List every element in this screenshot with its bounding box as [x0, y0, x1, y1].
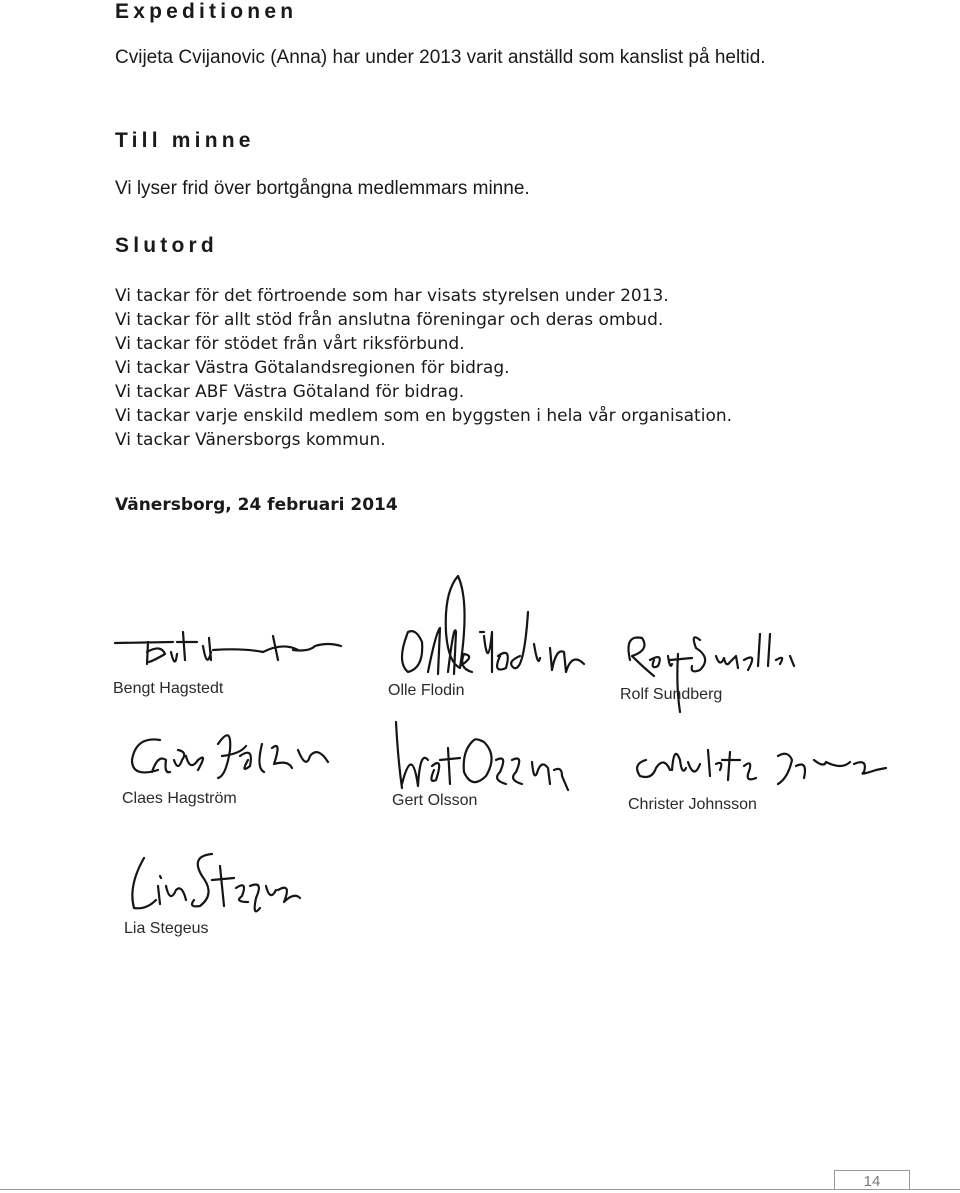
section-heading-expeditionen: Expeditionen [115, 0, 298, 23]
signatory-name: Claes Hagström [122, 790, 237, 807]
handwritten-signature [620, 626, 800, 686]
footer-rule [0, 1189, 960, 1190]
thanks-line: Vi tackar Västra Götalandsregionen för bidrag. [115, 358, 510, 378]
signature-block [620, 626, 800, 704]
signatory-name: Gert Olsson [392, 792, 478, 809]
signatory-name: Bengt Hagstedt [113, 680, 224, 697]
signature-block [388, 572, 588, 700]
section-heading-slutord: Slutord [115, 234, 218, 257]
thanks-line: Vi tackar varje enskild medlem som en byggsten i hela vår organisation. [115, 406, 733, 426]
handwritten-signature [392, 720, 578, 792]
signatory-name: Christer Johnsson [628, 796, 757, 813]
section-body-till-minne: Vi lyser frid över bortgångna medlemmars minne. [115, 178, 530, 199]
handwritten-signature [628, 740, 890, 794]
handwritten-signature [113, 630, 343, 680]
signature-block [628, 740, 890, 814]
signatory-name: Lia Stegeus [124, 920, 209, 937]
thanks-line: Vi tackar för allt stöd från anslutna föreningar och deras ombud. [115, 310, 664, 330]
page-number: 14 [834, 1170, 910, 1190]
handwritten-signature [388, 572, 588, 680]
section-heading-till-minne: Till minne [115, 129, 255, 152]
thanks-line: Vi tackar för stödet från vårt riksförbund. [115, 334, 465, 354]
signatory-name: Olle Flodin [388, 682, 465, 699]
signatory-name: Rolf Sundberg [620, 686, 723, 703]
signature-block [113, 630, 343, 698]
signature-block [124, 846, 302, 938]
signature-block [122, 716, 332, 808]
handwritten-signature [124, 846, 302, 920]
place-and-date: Vänersborg, 24 februari 2014 [115, 495, 398, 515]
signature-block [392, 720, 578, 810]
section-body-expeditionen: Cvijeta Cvijanovic (Anna) har under 2013 varit anställd som kanslist på heltid. [115, 47, 766, 68]
thanks-line: Vi tackar ABF Västra Götaland för bidrag. [115, 382, 465, 402]
thanks-line: Vi tackar för det förtroende som har visats styrelsen under 2013. [115, 286, 669, 306]
thanks-line: Vi tackar Vänersborgs kommun. [115, 430, 386, 450]
handwritten-signature [122, 716, 332, 788]
thanks-list [115, 284, 732, 452]
